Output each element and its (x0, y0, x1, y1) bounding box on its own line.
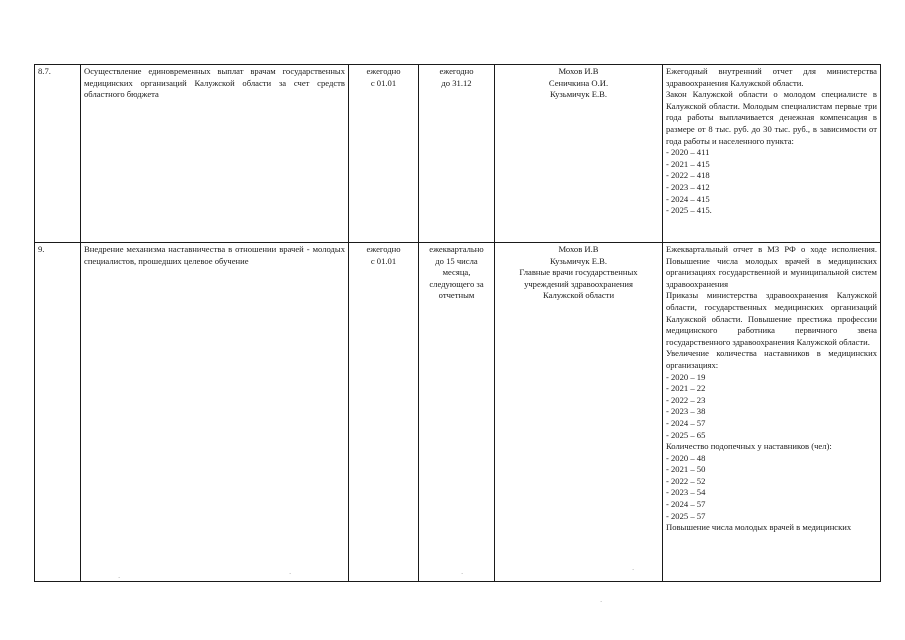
result-list-item: - 2020 – 19 (666, 371, 706, 382)
result-list-item: - 2023 – 412 (666, 181, 710, 192)
result-paragraph: Закон Калужской области о молодом специалисте в Калужской области. Молодым специалистам первые три года работы выплачивается денежная компенсация в размере от 8 тыс. руб. до 30 тыс. руб., в зависимости от года работы и населенного пункта: (666, 89, 877, 146)
result-list-item: - 2022 – 52 (666, 475, 706, 486)
end-date-line: месяца, (442, 267, 471, 278)
expected-result-cell (663, 65, 881, 243)
result-list-item: - 2024 – 415 (666, 193, 710, 204)
table-row (35, 65, 881, 243)
result-list-item: - 2023 – 38 (666, 406, 706, 417)
result-list-item: - 2020 – 411 (666, 147, 710, 158)
scan-speck: · (461, 570, 464, 578)
expected-result-cell (663, 243, 881, 582)
item-number: 9. (35, 243, 81, 582)
result-list-item: - 2025 – 65 (666, 429, 706, 440)
activity-description: Внедрение механизма наставничества в отношении врачей - молодых специалистов, прошедших целевое обучение (81, 243, 349, 582)
scan-speck: · (632, 566, 635, 574)
activity-description: Осуществление единовременных выплат врачам государственных медицинских организаций Калужской области за счет средств областного бюджета (81, 65, 349, 243)
result-list-item: - 2020 – 48 (666, 452, 706, 463)
result-list-item: - 2021 – 22 (666, 383, 706, 394)
responsible-person: учреждений здравоохранения (524, 278, 633, 289)
item-number: 8.7. (35, 65, 81, 243)
responsible-person: Мохов И.В (558, 244, 599, 254)
result-paragraph: Повышение числа молодых врачей в медицинских (666, 522, 852, 533)
start-date-line: с 01.01 (370, 77, 397, 88)
responsible-cell (495, 65, 663, 243)
end-date-line: ежеквартально (429, 244, 484, 254)
end-date-cell (419, 65, 495, 243)
start-date-cell (349, 65, 419, 243)
start-date-line: с 01.01 (370, 255, 397, 266)
result-list-item: - 2021 – 415 (666, 158, 710, 169)
scan-speck: · (600, 598, 603, 606)
end-date-line: до 31.12 (441, 77, 472, 88)
responsible-person: Калужской области (542, 290, 615, 301)
start-date-cell (349, 243, 419, 582)
activities-table (34, 64, 881, 582)
responsible-person: Сеничкина О.И. (548, 77, 609, 88)
scan-speck: · (289, 570, 292, 578)
result-list-item: - 2025 – 57 (666, 510, 706, 521)
end-date-line: следующего за (429, 278, 484, 289)
start-date-line: ежегодно (366, 244, 401, 254)
responsible-person: Кузьмичук Е.В. (550, 255, 607, 266)
result-paragraph: Количество подопечных у наставников (чел): (666, 441, 832, 452)
table-row (35, 243, 881, 582)
result-list-item: - 2024 – 57 (666, 499, 706, 510)
end-date-line: отчетным (438, 290, 475, 301)
end-date-line: до 15 числа (435, 255, 478, 266)
result-paragraph: Приказы министерства здравоохранения Калужской области, государственных медицинских организаций Калужской области. Повышение престижа профессии медицинского работника первичного звена государственного здравоохранения Калужской области. (666, 290, 877, 347)
result-paragraph: Увеличение количества наставников в медицинских организациях: (666, 348, 877, 370)
result-list-item: - 2022 – 23 (666, 394, 706, 405)
end-date-cell (419, 243, 495, 582)
result-list-item: - 2024 – 57 (666, 417, 706, 428)
start-date-line: ежегодно (366, 66, 401, 76)
result-list-item: - 2025 – 415. (666, 205, 712, 216)
end-date-line: ежегодно (439, 66, 474, 76)
scan-speck: · (118, 574, 121, 582)
result-paragraph: Ежеквартальный отчет в МЗ РФ о ходе исполнения. Повышение числа молодых врачей в медицинских организациях государственной и муниципальной систем здравоохранения (666, 244, 877, 289)
result-list-item: - 2023 – 54 (666, 487, 706, 498)
result-list-item: - 2021 – 50 (666, 464, 706, 475)
responsible-person: Мохов И.В (558, 66, 599, 76)
result-paragraph: Ежегодный внутренний отчет для министерства здравоохранения Калужской области. (666, 66, 877, 88)
responsible-person: Главные врачи государственных (519, 267, 638, 278)
result-list-item: - 2022 – 418 (666, 170, 710, 181)
responsible-cell (495, 243, 663, 582)
responsible-person: Кузьмичук Е.В. (550, 89, 607, 100)
